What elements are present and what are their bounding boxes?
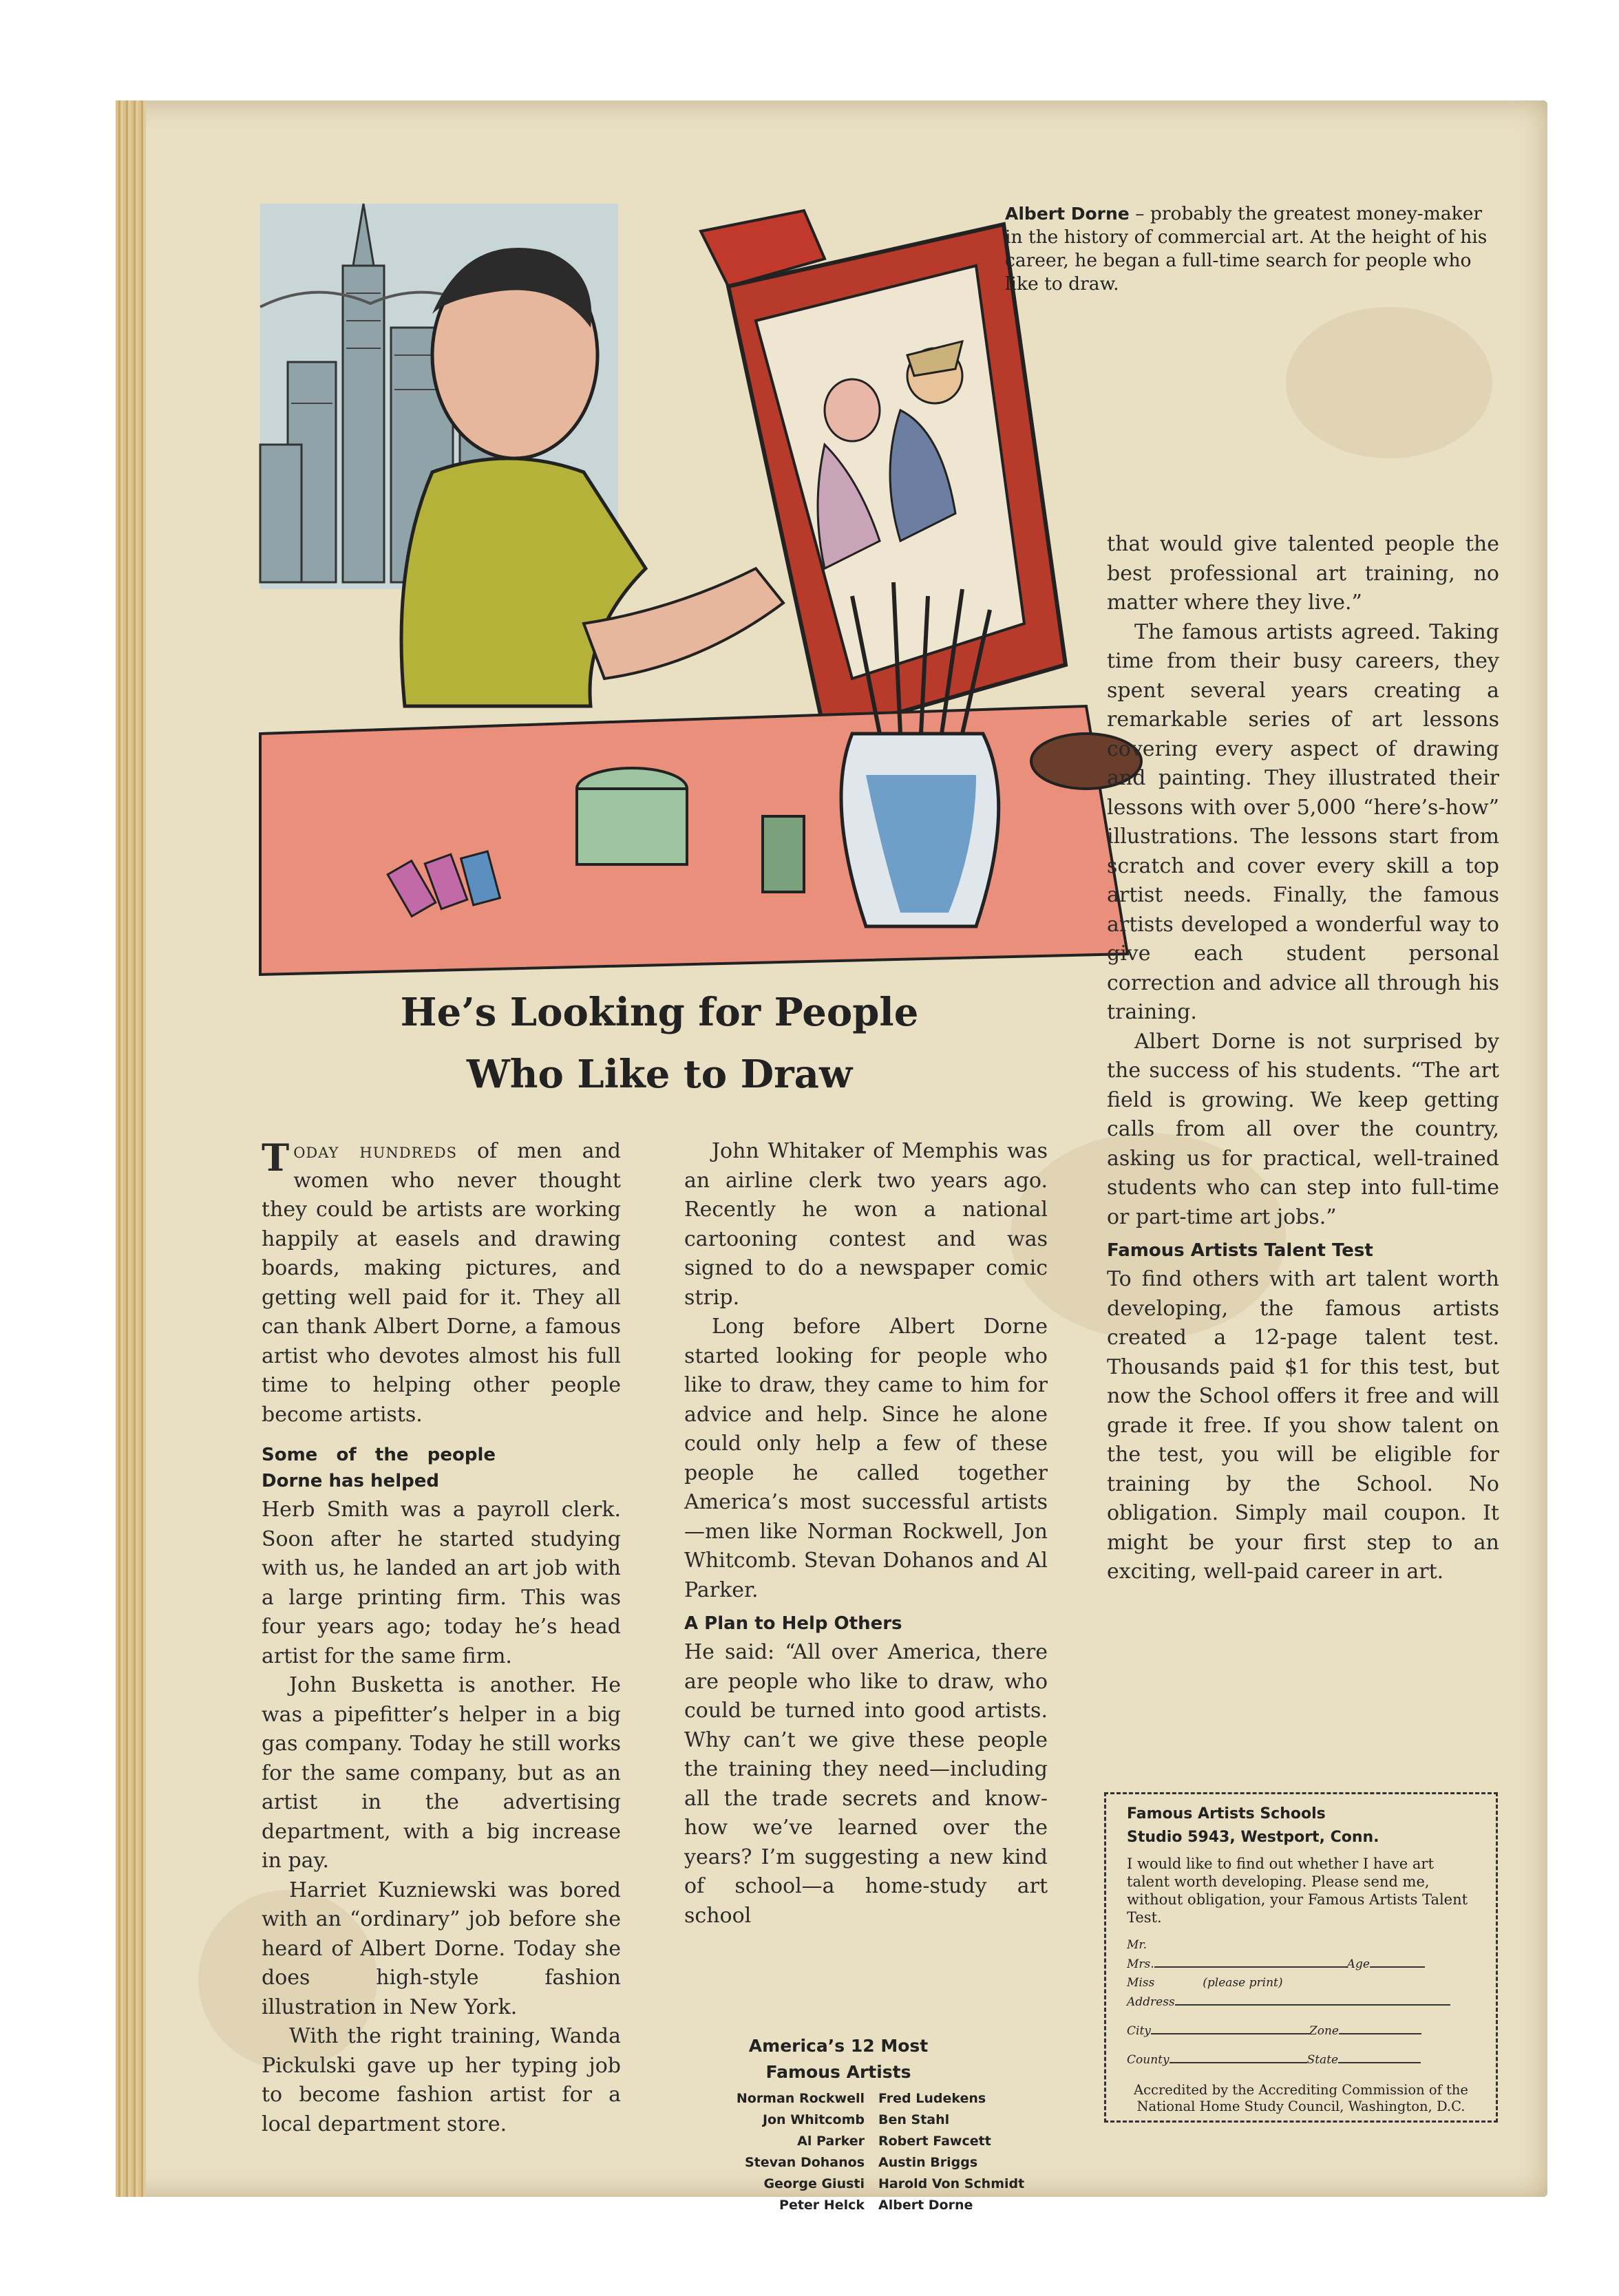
age-line[interactable]: [1370, 1955, 1425, 1968]
coupon-body: I would like to find out whether I have art talent worth developing. Please send me, without obligation, your Famous Artists Talent Test.: [1127, 1856, 1468, 1926]
paragraph: The famous artists agreed. Taking time from their busy careers, they spent several years creating a remarkable series of art lessons covering every aspect of drawing and painting. They illustrated their lessons with over 5,000 “here’s-how” illustrations. The lessons start from scratch and cover every skill a top artist needs. Finally, the famous artists developed a wonderful way to give each student personal correction and advice all through his training.: [1107, 619, 1499, 1024]
spine-edge: [116, 100, 146, 2197]
artist-name: Jon Whitcomb: [762, 2112, 865, 2127]
illustration-caption: [1005, 202, 1501, 296]
subheading: Famous Artists Talent Test: [1107, 1240, 1373, 1261]
paragraph: With the right training, Wanda Pickulski gave up her typing job to become fashion artist for a local department store.: [262, 2024, 621, 2136]
zone-label: Zone: [1309, 2024, 1339, 2038]
caption-text: – probably the greatest money-maker in the history of commercial art. At the height of his career, he began a full-time search for people who like to draw.: [1005, 203, 1488, 295]
artists-title-line-1: America’s 12 Most: [748, 2036, 929, 2056]
state-label: State: [1306, 2053, 1339, 2067]
paper-stain: [1286, 307, 1492, 458]
paragraph: Long before Albert Dorne started looking for people who like to draw, they came to him for advice and help. Since he alone could only help a few of these people he called together America’s most successful artists —men like Norman Rockwell, Jon Whitcomb. Stevan Dohanos and Al Parker.: [684, 1315, 1048, 1602]
artists-title-line-2: Famous Artists: [765, 2062, 911, 2082]
state-line[interactable]: [1338, 2050, 1421, 2063]
subheading: Some of the people Dorne has helped: [262, 1445, 496, 1491]
column-2: [684, 1137, 1048, 1931]
headline-line-2: Who Like to Draw: [466, 1052, 853, 1097]
subheading: A Plan to Help Others: [684, 1613, 902, 1634]
paragraph: Herb Smith was a payroll clerk. Soon after he started studying with us, he landed an art job with a large printing firm. This was four years ago; today he’s head artist for the same firm.: [262, 1498, 621, 1668]
headline: [315, 981, 1004, 1105]
column-3: [1107, 530, 1499, 1587]
mrs-label: Mrs.: [1127, 1957, 1154, 1971]
city-label: City: [1127, 2024, 1151, 2038]
coupon-school: Famous Artists Schools: [1127, 1805, 1326, 1822]
name-field[interactable]: [1127, 1936, 1475, 1992]
mail-coupon[interactable]: [1104, 1792, 1498, 2123]
paragraph: Harriet Kuzniewski was bored with an “ordinary” job before she heard of Albert Dorne. Today she does high-style fashion illustration in New York.: [262, 1878, 621, 2019]
paragraph: that would give talented people the best professional art training, no matter where they live.”: [1107, 532, 1499, 615]
drop-cap: T: [262, 1136, 290, 1180]
county-label: County: [1127, 2053, 1170, 2067]
miss-label: Miss: [1127, 1976, 1155, 1990]
paragraph: Albert Dorne is not surprised by the success of his students. “The art field is growing. We keep getting calls from all over the country, asking us for practical, well-trained students who can step into full-time or part-time art jobs.”: [1107, 1029, 1499, 1229]
lead-smallcaps: oday hundreds: [293, 1139, 457, 1163]
paragraph: John Busketta is another. He was a pipefitter’s helper in a big gas company. Today he still works for the same company, but as an artist in the advertising department, with a big increase in pay.: [262, 1673, 621, 1873]
artist-name: Norman Rockwell: [736, 2091, 865, 2106]
address-field[interactable]: [1127, 1992, 1475, 2012]
county-line[interactable]: [1170, 2050, 1307, 2063]
print-note: (please print): [1203, 1976, 1283, 1990]
comic-back-cover: [116, 100, 1547, 2213]
headline-line-1: He’s Looking for People: [400, 990, 919, 1035]
name-line[interactable]: [1154, 1955, 1347, 1968]
artist-name: Peter Helck: [779, 2198, 865, 2213]
artist-name: Fred Ludekens: [878, 2091, 986, 2106]
paragraph: To find others with art talent worth developing, the famous artists created a 12-page talent test. Thousands paid $1 for this test, but now the School offers it free and will grade it free. If you show talent on the test, you will be eligible for training by the School. No obligation. Simply mail coupon. It might be your first step to an exciting, well-paid career in art.: [1107, 1267, 1499, 1584]
county-field[interactable]: [1127, 2050, 1475, 2070]
artists-list-title: [687, 2033, 990, 2085]
paragraph: of men and women who never thought they could be artists are working happily at easels and drawing boards, making pictures, and getting well paid for it. They all can thank Albert Dorne, a famous artist who devotes almost his full time to helping other people become artists.: [262, 1139, 621, 1427]
mr-label: Mr.: [1127, 1938, 1147, 1952]
city-line[interactable]: [1151, 2021, 1309, 2034]
artist-name: George Giusti: [763, 2176, 865, 2191]
coupon-studio: Studio 5943, Westport, Conn.: [1127, 1829, 1379, 1846]
artist-at-easel-icon: [260, 183, 1210, 988]
artist-name: Robert Fawcett: [878, 2134, 991, 2149]
address-line[interactable]: [1175, 1992, 1450, 2006]
address-label: Address: [1127, 1995, 1175, 2009]
artist-name: Stevan Dohanos: [744, 2155, 865, 2170]
column-1: [262, 1137, 621, 2139]
accreditation: Accredited by the Accrediting Commission of the National Home Study Council, Washington, D.C.: [1134, 2082, 1468, 2114]
paragraph: He said: “All over America, there are people who like to draw, who could be turned into good artists. Why can’t we give these people the training they need—including all the trade secrets and know-how we’ve learned over the years? I’m suggesting a new kind of school—a home-study art school: [684, 1640, 1048, 1928]
paragraph: John Whitaker of Memphis was an airline clerk two years ago. Recently he won a national cartooning contest and was signed to do a newspaper comic strip.: [684, 1139, 1048, 1310]
artist-name: Albert Dorne: [878, 2198, 973, 2213]
caption-name: Albert Dorne: [1005, 204, 1130, 224]
artists-list: [679, 2088, 1092, 2216]
artist-name: Ben Stahl: [878, 2112, 950, 2127]
city-field[interactable]: [1127, 2021, 1475, 2041]
artist-name: Harold Von Schmidt: [878, 2176, 1025, 2191]
artist-name: Austin Briggs: [878, 2155, 978, 2170]
zone-line[interactable]: [1339, 2021, 1421, 2034]
age-label: Age: [1346, 1957, 1370, 1971]
artist-name: Al Parker: [797, 2134, 865, 2149]
